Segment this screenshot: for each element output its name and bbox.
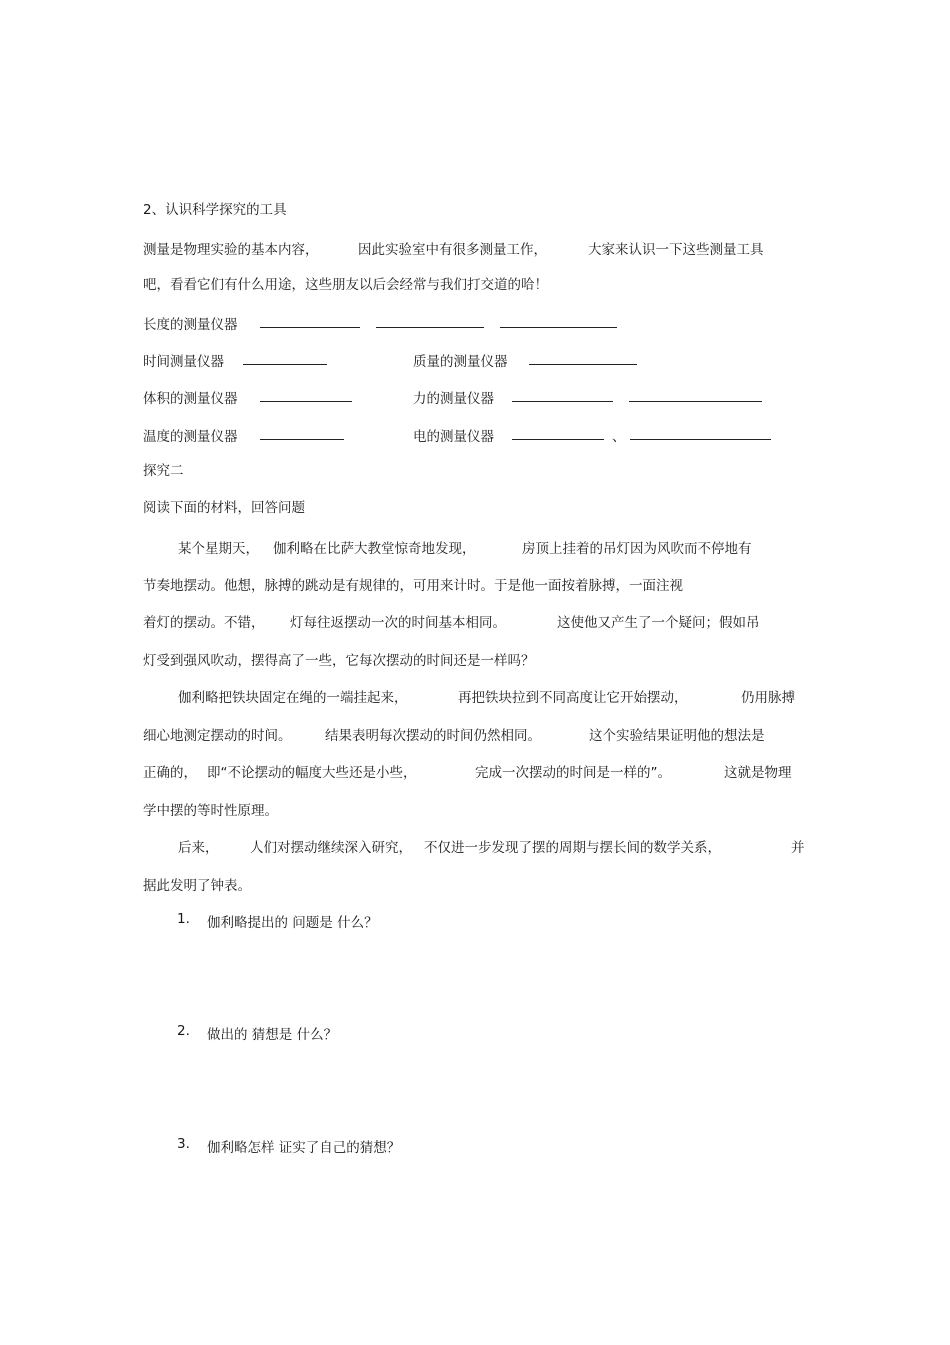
text-segment: 灯每往返摆动一次的时间基本相同。 — [290, 615, 506, 631]
text-segment: 因此实验室中有很多测量工作， — [358, 242, 547, 258]
text-segment: 结果表明每次摆动的时间仍然相同。 — [325, 728, 541, 744]
electricity-answer-blank-2[interactable] — [630, 425, 771, 440]
force-answer-blank-1[interactable] — [512, 387, 613, 402]
text-segment: 节奏地摆动。他想，脉搏的跳动是有规律的，可用来计时。于是他一面按着脉搏，一面注视 — [143, 578, 683, 594]
temperature-instrument-label: 温度的测量仪器 — [143, 429, 238, 445]
time-answer-blank[interactable] — [243, 350, 327, 365]
text-segment: 房顶上挂着的吊灯因为风吹而不停地有 — [522, 541, 752, 557]
reading-instruction: 阅读下面的材料，回答问题 — [143, 500, 305, 516]
text-segment: 伽利略在比萨大教堂惊奇地发现， — [273, 541, 476, 557]
electricity-instrument-label: 电的测量仪器 — [413, 429, 494, 445]
length-answer-blank-3[interactable] — [500, 313, 617, 328]
text-segment: 测量是物理实验的基本内容， — [143, 242, 319, 258]
text-segment: 不仅进一步发现了摆的周期与摆长间的数学关系， — [424, 840, 721, 856]
question-text: 做出的 猜想是 什么？ — [207, 1027, 338, 1043]
text-segment: 这使他又产生了一个疑问；假如吊 — [557, 615, 760, 631]
question-text: 伽利略怎样 证实了自己的猜想？ — [207, 1140, 401, 1156]
text-segment: 某个星期天， — [178, 541, 259, 557]
text-segment: 仍用脉搏 — [741, 690, 795, 706]
question-number: 1. — [177, 911, 190, 927]
section-heading: 2、认识科学探究的工具 — [143, 202, 287, 218]
text-segment: 这就是物理 — [724, 765, 792, 781]
volume-answer-blank[interactable] — [260, 387, 352, 402]
text-segment: 人们对摆动继续深入研究， — [250, 840, 412, 856]
text-segment: 再把铁块拉到不同高度让它开始摆动， — [458, 690, 688, 706]
question-number: 3. — [177, 1136, 190, 1152]
force-answer-blank-2[interactable] — [629, 387, 762, 402]
text-segment: 着灯的摆动。不错， — [143, 615, 265, 631]
question-number: 2. — [177, 1023, 190, 1039]
text-segment: 后来， — [178, 840, 219, 856]
separator: 、 — [612, 429, 626, 445]
intro-line-2: 吧，看看它们有什么用途，这些朋友以后会经常与我们打交道的哈！ — [143, 277, 548, 293]
length-instrument-label: 长度的测量仪器 — [143, 317, 238, 333]
text-segment: 这个实验结果证明他的想法是 — [589, 728, 765, 744]
text-segment: 并 — [791, 840, 805, 856]
mass-instrument-label: 质量的测量仪器 — [413, 354, 508, 370]
question-text: 伽利略提出的 问题是 什么？ — [207, 915, 378, 931]
explore-heading: 探究二 — [143, 463, 184, 479]
volume-instrument-label: 体积的测量仪器 — [143, 391, 238, 407]
text-segment: 据此发明了钟表。 — [143, 878, 251, 894]
text-segment: 正确的， — [143, 765, 197, 781]
text-segment: 即“不论摆动的幅度大些还是小些， — [207, 765, 417, 781]
text-segment: 细心地测定摆动的时间。 — [143, 728, 292, 744]
mass-answer-blank[interactable] — [529, 350, 637, 365]
length-answer-blank-1[interactable] — [260, 313, 360, 328]
text-segment: 大家来认识一下这些测量工具 — [588, 242, 764, 258]
electricity-answer-blank-1[interactable] — [512, 425, 604, 440]
length-answer-blank-2[interactable] — [376, 313, 484, 328]
text-segment: 灯受到强风吹动，摆得高了一些，它每次摆动的时间还是一样吗？ — [143, 653, 535, 669]
text-segment: 完成一次摆动的时间是一样的”。 — [475, 765, 671, 781]
time-instrument-label: 时间测量仪器 — [143, 354, 224, 370]
text-segment: 学中摆的等时性原理。 — [143, 803, 278, 819]
temperature-answer-blank[interactable] — [260, 425, 344, 440]
text-segment: 伽利略把铁块固定在绳的一端挂起来， — [178, 690, 408, 706]
force-instrument-label: 力的测量仪器 — [413, 391, 494, 407]
